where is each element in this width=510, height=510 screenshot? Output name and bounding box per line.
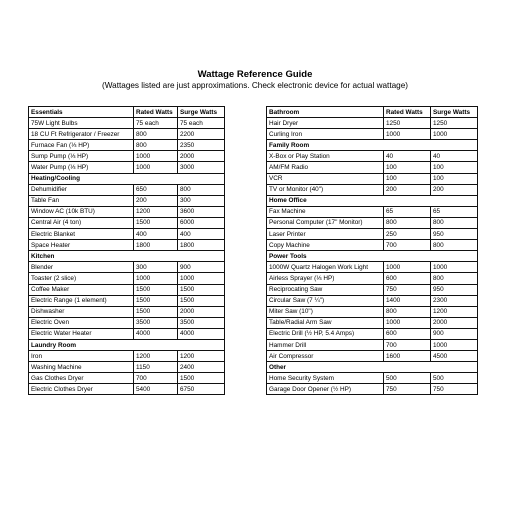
table-row (29, 373, 225, 384)
rated-watts-cell: 650 (134, 184, 178, 195)
surge-watts-cell: 2400 (178, 362, 225, 373)
table-row (267, 217, 478, 228)
table-row (267, 229, 478, 240)
table-row (29, 295, 225, 306)
appliance-name-cell: VCR (267, 173, 384, 184)
right-wattage-table (266, 106, 478, 395)
rated-watts-cell: 100 (384, 173, 431, 184)
appliance-name-cell: Circular Saw (7 ¼") (267, 295, 384, 306)
table-row (29, 262, 225, 273)
table-row (267, 206, 478, 217)
rated-watts-cell: 700 (384, 339, 431, 350)
appliance-name-cell: Electric Clothes Dryer (29, 384, 134, 395)
rated-watts-cell: 1800 (134, 240, 178, 251)
surge-watts-cell: 800 (431, 273, 478, 284)
appliance-name-cell: Electric Drill (½ HP, 5.4 Amps) (267, 328, 384, 339)
category-label: Home Office (267, 195, 478, 206)
surge-watts-cell: 400 (178, 229, 225, 240)
category-label: Other (267, 362, 478, 373)
appliance-name-cell: Electric Blanket (29, 229, 134, 240)
appliance-name-cell: Home Security System (267, 373, 384, 384)
surge-watts-cell: 2300 (431, 295, 478, 306)
appliance-name-cell: Water Pump (⅓ HP) (29, 162, 134, 173)
rated-watts-cell: 300 (134, 262, 178, 273)
table-row (267, 317, 478, 328)
category-row (267, 195, 478, 206)
rated-watts-cell: 1000 (384, 317, 431, 328)
rated-watts-cell: 100 (384, 162, 431, 173)
rated-watts-cell: 800 (384, 217, 431, 228)
appliance-name-cell: Furnace Fan (⅓ HP) (29, 140, 134, 151)
table-row (29, 362, 225, 373)
rated-watts-cell: 200 (134, 195, 178, 206)
surge-watts-cell: 200 (431, 184, 478, 195)
rated-watts-cell: 1250 (384, 118, 431, 129)
surge-watts-cell: 950 (431, 284, 478, 295)
table-row (267, 240, 478, 251)
appliance-name-cell: Miter Saw (10") (267, 306, 384, 317)
surge-watts-cell: 300 (178, 195, 225, 206)
rated-watts-cell: 40 (384, 151, 431, 162)
rated-watts-cell: 1200 (134, 206, 178, 217)
appliance-name-cell: Garage Door Opener (½ HP) (267, 384, 384, 395)
table-row (29, 151, 225, 162)
appliance-name-cell: Electric Range (1 element) (29, 295, 134, 306)
appliance-name-cell: AM/FM Radio (267, 162, 384, 173)
category-label: Power Tools (267, 251, 478, 262)
table-row (29, 351, 225, 362)
surge-watts-cell: 100 (431, 162, 478, 173)
table-row (29, 229, 225, 240)
rated-watts-cell: 400 (134, 229, 178, 240)
rated-watts-cell: 200 (384, 184, 431, 195)
rated-watts-cell: 1500 (134, 295, 178, 306)
table-row (267, 295, 478, 306)
table-row (267, 351, 478, 362)
rated-watts-cell: 1400 (384, 295, 431, 306)
rated-watts-cell: 600 (384, 273, 431, 284)
surge-watts-cell: 800 (178, 184, 225, 195)
rated-watts-cell: 700 (384, 240, 431, 251)
category-label: Heating/Cooling (29, 173, 225, 184)
table-row (29, 217, 225, 228)
appliance-name-cell: Personal Computer (17" Monitor) (267, 217, 384, 228)
rated-watts-cell: 800 (134, 140, 178, 151)
table-row (29, 317, 225, 328)
table-header-row (267, 107, 478, 118)
appliance-name-cell: Hammer Drill (267, 339, 384, 350)
category-label: Kitchen (29, 251, 225, 262)
appliance-name-cell: Sump Pump (⅓ HP) (29, 151, 134, 162)
appliance-name-cell: Fax Machine (267, 206, 384, 217)
surge-watts-cell: 900 (178, 262, 225, 273)
appliance-name-cell: Curling Iron (267, 129, 384, 140)
rated-watts-cell: 1500 (134, 284, 178, 295)
appliance-name-cell: Central Air (4 ton) (29, 217, 134, 228)
table-row (267, 184, 478, 195)
rated-watts-cell: 250 (384, 229, 431, 240)
appliance-name-cell: Gas Clothes Dryer (29, 373, 134, 384)
table-header-row (29, 107, 225, 118)
table-row (29, 284, 225, 295)
table-row (267, 151, 478, 162)
appliance-name-cell: 18 CU Ft Refrigerator / Freezer (29, 129, 134, 140)
table-row (267, 173, 478, 184)
rated-watts-cell: 600 (384, 328, 431, 339)
surge-watts-cell: 800 (431, 240, 478, 251)
surge-watts-cell: 2000 (178, 151, 225, 162)
surge-watts-cell: 4000 (178, 328, 225, 339)
surge-watts-cell: 1000 (178, 273, 225, 284)
section-header-cell: Essentials (29, 107, 134, 118)
table-row (29, 240, 225, 251)
column-header-cell: Rated Watts (384, 107, 431, 118)
appliance-name-cell: X-Box or Play Station (267, 151, 384, 162)
rated-watts-cell: 1200 (134, 351, 178, 362)
category-label: Laundry Room (29, 339, 225, 350)
appliance-name-cell: TV or Monitor (40") (267, 184, 384, 195)
table-row (29, 306, 225, 317)
column-header-cell: Rated Watts (134, 107, 178, 118)
surge-watts-cell: 2200 (178, 129, 225, 140)
appliance-name-cell: 1000W Quartz Halogen Work Light (267, 262, 384, 273)
surge-watts-cell: 100 (431, 173, 478, 184)
appliance-name-cell: Airless Sprayer (⅓ HP) (267, 273, 384, 284)
surge-watts-cell: 1000 (431, 339, 478, 350)
rated-watts-cell: 1000 (384, 129, 431, 140)
category-row (29, 173, 225, 184)
rated-watts-cell: 65 (384, 206, 431, 217)
table-row (267, 306, 478, 317)
table-row (267, 328, 478, 339)
category-row (267, 140, 478, 151)
category-row (29, 251, 225, 262)
surge-watts-cell: 75 each (178, 118, 225, 129)
rated-watts-cell: 3500 (134, 317, 178, 328)
surge-watts-cell: 1500 (178, 284, 225, 295)
table-row (29, 206, 225, 217)
table-row (29, 195, 225, 206)
table-row (29, 273, 225, 284)
surge-watts-cell: 1200 (431, 306, 478, 317)
table-row (29, 384, 225, 395)
appliance-name-cell: Iron (29, 351, 134, 362)
rated-watts-cell: 1000 (134, 162, 178, 173)
surge-watts-cell: 1000 (431, 262, 478, 273)
page-title: Wattage Reference Guide (197, 69, 313, 80)
table-row (267, 162, 478, 173)
appliance-name-cell: 75W Light Bulbs (29, 118, 134, 129)
appliance-name-cell: Electric Water Heater (29, 328, 134, 339)
category-row (29, 339, 225, 350)
appliance-name-cell: Window AC (10k BTU) (29, 206, 134, 217)
surge-watts-cell: 65 (431, 206, 478, 217)
appliance-name-cell: Toaster (2 slice) (29, 273, 134, 284)
appliance-name-cell: Space Heater (29, 240, 134, 251)
table-row (29, 129, 225, 140)
surge-watts-cell: 800 (431, 217, 478, 228)
surge-watts-cell: 2000 (431, 317, 478, 328)
rated-watts-cell: 800 (384, 306, 431, 317)
table-row (29, 162, 225, 173)
section-header-cell: Bathroom (267, 107, 384, 118)
rated-watts-cell: 75 each (134, 118, 178, 129)
rated-watts-cell: 1000 (134, 273, 178, 284)
table-row (267, 384, 478, 395)
surge-watts-cell: 3000 (178, 162, 225, 173)
appliance-name-cell: Electric Oven (29, 317, 134, 328)
rated-watts-cell: 500 (384, 373, 431, 384)
surge-watts-cell: 1000 (431, 129, 478, 140)
column-header-cell: Surge Watts (178, 107, 225, 118)
rated-watts-cell: 1600 (384, 351, 431, 362)
appliance-name-cell: Reciprocating Saw (267, 284, 384, 295)
rated-watts-cell: 1500 (134, 306, 178, 317)
table-row (29, 328, 225, 339)
surge-watts-cell: 1250 (431, 118, 478, 129)
table-row (267, 273, 478, 284)
left-wattage-table (28, 106, 225, 395)
rated-watts-cell: 4000 (134, 328, 178, 339)
table-row (267, 262, 478, 273)
surge-watts-cell: 6750 (178, 384, 225, 395)
rated-watts-cell: 800 (134, 129, 178, 140)
surge-watts-cell: 6000 (178, 217, 225, 228)
table-row (29, 184, 225, 195)
surge-watts-cell: 950 (431, 229, 478, 240)
table-row (267, 284, 478, 295)
table-row (267, 118, 478, 129)
page-subtitle: (Wattages listed are just approximations. Check electronic device for actual wattage) (102, 81, 408, 90)
table-row (29, 140, 225, 151)
surge-watts-cell: 3500 (178, 317, 225, 328)
rated-watts-cell: 750 (384, 284, 431, 295)
rated-watts-cell: 1500 (134, 217, 178, 228)
surge-watts-cell: 900 (431, 328, 478, 339)
surge-watts-cell: 1200 (178, 351, 225, 362)
surge-watts-cell: 1500 (178, 295, 225, 306)
surge-watts-cell: 4500 (431, 351, 478, 362)
category-row (267, 251, 478, 262)
rated-watts-cell: 750 (384, 384, 431, 395)
table-row (267, 129, 478, 140)
rated-watts-cell: 1150 (134, 362, 178, 373)
surge-watts-cell: 2000 (178, 306, 225, 317)
rated-watts-cell: 1000 (134, 151, 178, 162)
appliance-name-cell: Copy Machine (267, 240, 384, 251)
appliance-name-cell: Washing Machine (29, 362, 134, 373)
rated-watts-cell: 700 (134, 373, 178, 384)
surge-watts-cell: 1500 (178, 373, 225, 384)
surge-watts-cell: 750 (431, 384, 478, 395)
appliance-name-cell: Coffee Maker (29, 284, 134, 295)
appliance-name-cell: Dishwasher (29, 306, 134, 317)
column-header-cell: Surge Watts (431, 107, 478, 118)
rated-watts-cell: 5400 (134, 384, 178, 395)
category-row (267, 362, 478, 373)
surge-watts-cell: 500 (431, 373, 478, 384)
category-label: Family Room (267, 140, 478, 151)
surge-watts-cell: 2350 (178, 140, 225, 151)
surge-watts-cell: 1800 (178, 240, 225, 251)
appliance-name-cell: Laser Printer (267, 229, 384, 240)
table-row (267, 373, 478, 384)
appliance-name-cell: Blender (29, 262, 134, 273)
table-row (29, 118, 225, 129)
rated-watts-cell: 1000 (384, 262, 431, 273)
appliance-name-cell: Hair Dryer (267, 118, 384, 129)
appliance-name-cell: Table Fan (29, 195, 134, 206)
table-row (267, 339, 478, 350)
appliance-name-cell: Air Compressor (267, 351, 384, 362)
appliance-name-cell: Dehumidifier (29, 184, 134, 195)
surge-watts-cell: 3600 (178, 206, 225, 217)
surge-watts-cell: 40 (431, 151, 478, 162)
appliance-name-cell: Table/Radial Arm Saw (267, 317, 384, 328)
